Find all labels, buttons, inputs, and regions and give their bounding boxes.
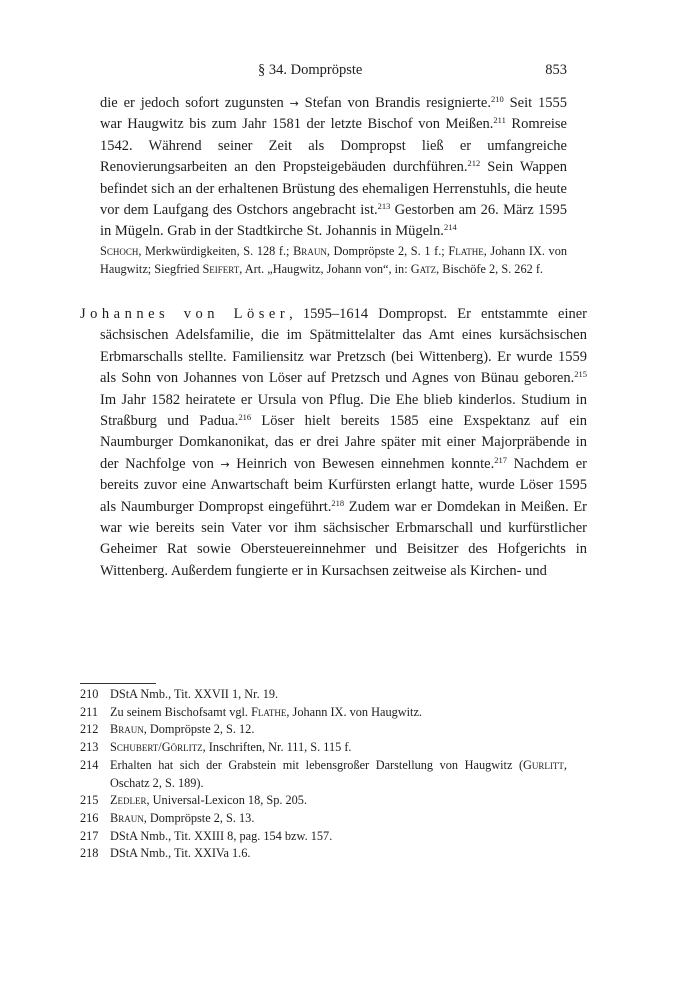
sources-block: Schoch, Merkwürdigkeiten, S. 128 f.; Braun, Dompröpste 2, S. 1 f.; Flathe, Johann IX. von Haugwitz; Siegfried Seifert, Art. „Haugwitz, Johann von“, in: Gatz, Bischöfe 2, S. 262 f. <box>100 244 567 276</box>
footnote-ref[interactable]: 216 <box>238 412 252 423</box>
footnote: 217 DStA Nmb., Tit. XXIII 8, pag. 154 bzw. 157. <box>80 828 333 843</box>
footnote: 211 Zu seinem Bischofsamt vgl. Flathe, Johann IX. von Haugwitz. <box>80 704 422 719</box>
page-number: 853 <box>545 62 567 78</box>
footnote: 212 Braun, Dompröpste 2, S. 12. <box>80 722 255 737</box>
footnote-ref[interactable]: 211 <box>493 115 506 126</box>
footnote-ref[interactable]: 218 <box>331 497 345 508</box>
footnote-ref[interactable]: 214 <box>443 222 457 233</box>
footnote-ref[interactable]: 215 <box>574 369 587 380</box>
footnote-ref[interactable]: 212 <box>467 158 481 169</box>
footnote: 218 DStA Nmb., Tit. XXIVa 1.6. <box>80 846 251 861</box>
footnote: 216 Braun, Dompröpste 2, S. 13. <box>80 810 255 825</box>
entry-name: Johannes von Löser <box>80 306 290 322</box>
entry-continuation-paragraph: die er jedoch sofort zugunsten → Stefan von Brandis resignierte.$^{210}$ Seit 1555 war Haugwitz bis zum Jahr 1581 der letzte Bischof von Meißen.$^{211}$ Romreise 1542. Während seiner Zeit als Dompropst ließ er umfangreiche Renovierungsarbeiten an den Propsteigebäuden durchführen.$^{212}$ Sein Wappen befindet sich an der erhaltenen Brüstung des ehemaligen Herrenstuhls, die heute vor dem Laufgang des Ostchors angebracht ist.$^{213}$ Gestorben am 26. März 1595 in Mügeln. Grab in der Stadtkirche St. Johannis in Mügeln.$^{214}$ <box>100 94 568 240</box>
footnote: 210 DStA Nmb., Tit. XXVII 1, Nr. 19. <box>80 687 279 701</box>
footnote-separator <box>80 683 156 684</box>
cross-reference-arrow-icon: → <box>289 97 299 110</box>
footnote: 214 Erhalten hat sich der Grabstein mit lebensgroßer Darstellung von Haugwitz (Gurlitt, Oschatz 2, S. 189). <box>80 757 567 790</box>
footnote: 213 Schubert/Görlitz, Inschriften, Nr. 111, S. 115 f. <box>80 740 352 755</box>
biography-entry: Johannes von Löser, 1595–1614 Dompropst. Er entstammte einer sächsischen Adelsfamilie, die im Spätmittelalter das Amt eines kursächsischen Erbmarschalls stellte. Familiensitz war Pretzsch (bei Wittenberg). Er wurde 1559 als Sohn von Johannes von Löser auf Pretzsch und Agnes von Bünau geboren.$^{215}$ Im Jahr 1582 heiratete er Ursula von Pflug. Die Ehe blieb kinderlos. Studium in Straßburg und Padua.$^{216}$ Löser hielt bereits 1585 eine Exspektanz auf ein Naumburger Domkanonikat, das er drei Jahre später mit einer Majorpräbende in der Nachfolge von → Heinrich von Bewesen einnehmen konnte.$^{217}$ Nachdem er bereits zuvor eine Anwartschaft beim Kurfürsten erlangt hatte, wurde Löser 1595 als Naumburger Dompropst eingeführt.$^{218}$ Zudem war er Domdekan in Meißen. Er war wie bereits sein Vater vor ihm sächsischer Erbmarschall und kurfürstlicher Geheimer Rat sowie Obersteuereinnehmer und Beisitzer des Hofgerichts in Wittenberg. Außerdem fungierte er in Kursachsen zeitweise als Kirchen- und <box>80 306 588 579</box>
cross-reference-arrow-icon: → <box>220 457 230 471</box>
footnote-ref[interactable]: 217 <box>494 454 507 465</box>
footnotes-list <box>80 686 567 863</box>
footnote: 215 Zedler, Universal-Lexicon 18, Sp. 205. <box>80 793 308 808</box>
footnote-ref[interactable]: 210 <box>490 94 504 104</box>
footnote-ref[interactable]: 213 <box>377 201 391 212</box>
running-header-title: § 34. Dompröpste <box>258 62 363 78</box>
